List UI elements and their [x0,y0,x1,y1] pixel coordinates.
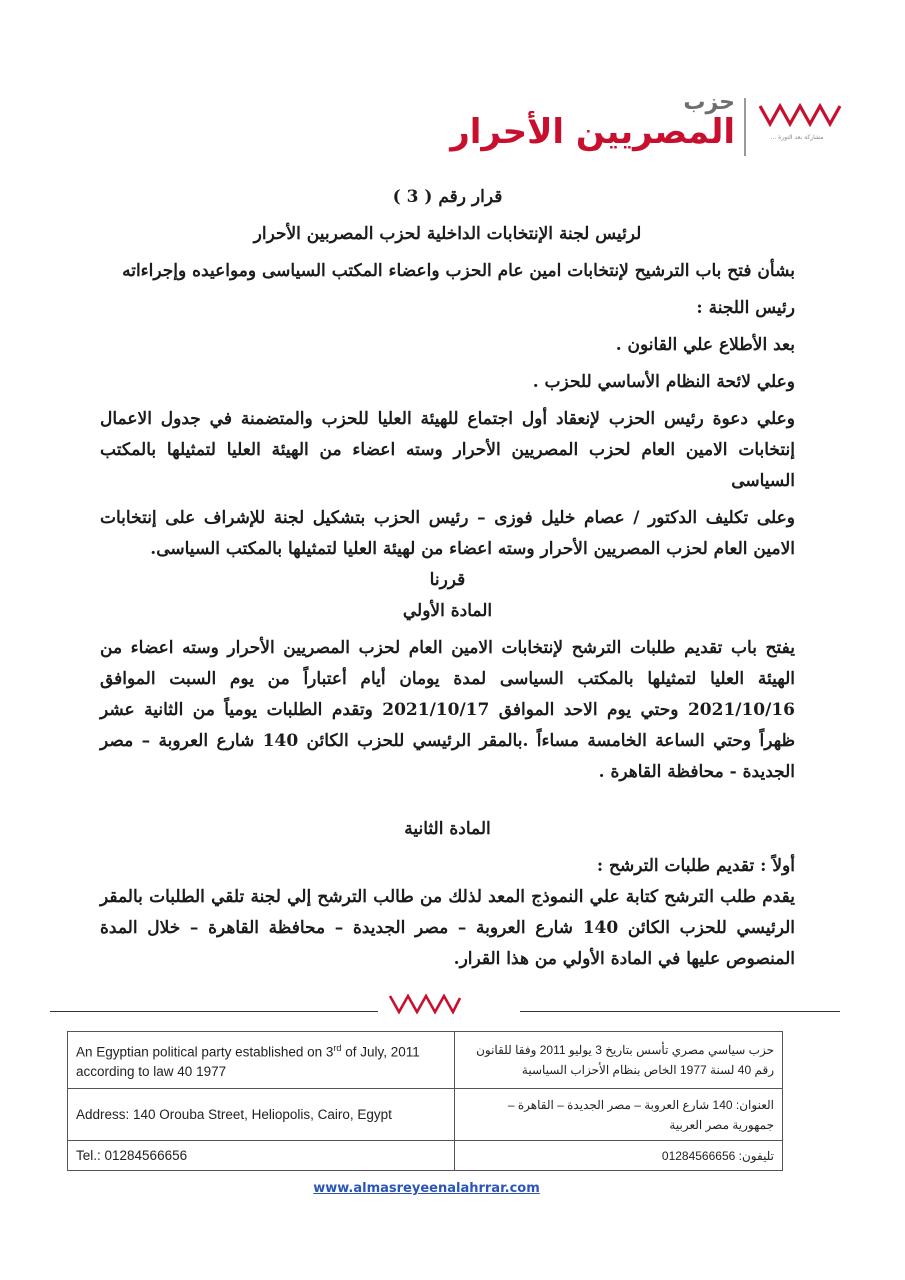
article-1-text: يفتح باب تقديم طلبات الترشح لإنتخابات الامين العام لحزب المصريين الأحرار وسته اعضاء من الهيئة العليا لتمثيلها بالمكتب السياسى لمدة يومان أيام أعتباراً من يوم السبت الموافق 2021/10/16 وحتي يوم الاحد الموافق 2021/10/17 وتقدم الطلبات يومياً من الثانية عشر ظهراً وحتي الساعة الخامسة مساءاً .بالمقر الرئيسي للحزب الكائن 140 شارع العروبة – مصر الجديدة - محافظة القاهرة . [100,638,795,782]
party-establishment-ar: حزب سياسي مصري تأسس بتاريخ 3 يوليو 2011 وفقا للقانون رقم 40 لسنة 1977 الخاص بنظام الأحزاب السياسية [455,1032,783,1089]
committee-chair: رئيس اللجنة : [696,298,795,318]
party-establishment-en: An Egyptian political party established on 3rd of July, 2011 according to law 40 1977 [68,1032,455,1089]
website-link[interactable]: www.almasreyeenalahrrar.com [313,1181,540,1196]
party-logo-mark-icon [758,102,842,128]
party-label-small: حزب [683,90,735,115]
address-en: Address: 140 Orouba Street, Heliopolis, Cairo, Egypt [68,1089,455,1141]
footer-rule-right [520,1011,840,1012]
party-slogan: مشاركة بعد الثورة ... [770,134,824,141]
phone-ar: تليفون: 01284566656 [455,1141,783,1171]
footer-separator [50,992,850,1016]
table-row [68,1141,783,1171]
party-name: المصريين الأحرار [450,112,735,152]
party-logo [450,88,860,158]
decision-body [100,182,795,975]
recital-bylaws: وعلي لائحة النظام الأساسي للحزب . [532,372,795,392]
footer-logo-mark-icon [388,992,462,1016]
decided-heading: قررنا [429,570,466,590]
decision-subject: بشأن فتح باب الترشيح لإنتخابات امين عام الحزب واعضاء المكتب السياسى ومواعيده وإجراءاته [122,261,795,281]
article-2-text: يقدم طلب الترشح كتابة علي النموذج المعد لذلك من طالب الترشح إلي لجنة تلقي الطلبات بالمقر الرئيسي للحزب الكائن 140 شارع العروبة – مصر الجديدة – محافظة القاهرة – خلال المدة المنصوص عليها في المادة الأولي من هذا القرار. [100,887,795,969]
decision-issuer: لرئيس لجنة الإنتخابات الداخلية لحزب المصربين الأحرار [253,224,642,244]
recital-assignment: وعلى تكليف الدكتور / عصام خليل فوزى – رئيس الحزب بتشكيل لجنة للإشراف على إنتخابات الامين العام لحزب المصريين الأحرار وسته اعضاء من لهيئة العليا لتمثيلها بالمكتب السياسى. [100,508,795,559]
article-2-first-item: أولاً : تقديم طلبات الترشح : [596,856,795,876]
footer-rule-left [50,1011,378,1012]
recital-law: بعد الأطلاع علي القانون . [615,335,795,355]
address-ar: العنوان: 140 شارع العروبة – مصر الجديدة – القاهرة – جمهورية مصر العربية [455,1089,783,1141]
recital-invitation: وعلي دعوة رئيس الحزب لإنعقاد أول اجتماع للهيئة العليا للحزب والمتضمنة في جدول الاعمال إنتخابات الامين العام لحزب المصريين الأحرار وسته اعضاء من الهيئة العليا لتمثيلها بالمكتب السياسى [100,409,795,491]
table-row [68,1089,783,1141]
article-2-title: المادة الثانية [404,819,491,839]
logo-divider [744,98,746,156]
article-1-title: المادة الأولي [402,601,493,621]
table-row [68,1032,783,1089]
footer-info-table [67,1031,783,1171]
decision-number: قرار رقم ( 3 ) [392,187,503,207]
phone-en: Tel.: 01284566656 [68,1141,455,1171]
